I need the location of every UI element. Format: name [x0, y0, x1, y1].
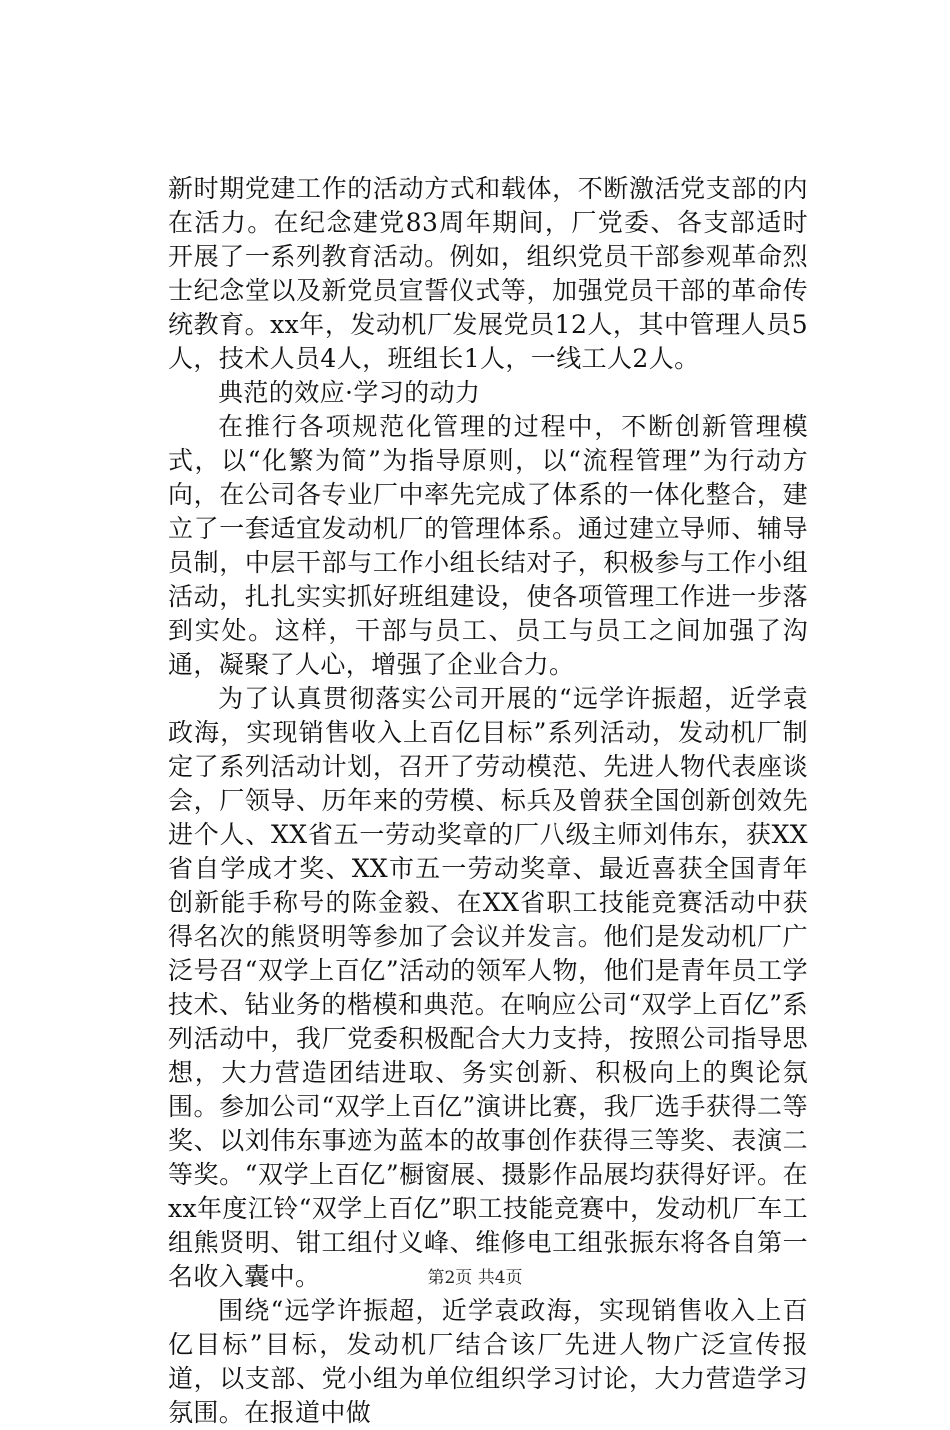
- paragraph-party-activities: 新时期党建工作的活动方式和载体，不断激活党支部的内在活力。在纪念建党83周年期间，厂党委、各支部适时开展了一系列教育活动。例如，组织党员干部参观革命烈士纪念堂以及新党员宣誓仪式等，加强党员干部的革命传统教育。xx年，发动机厂发展党员12人，其中管理人员5人，技术人员4人，班组长1人，一线工人2人。: [168, 174, 808, 373]
- section-heading: 典范的效应·学习的动力: [218, 378, 481, 407]
- document-body: [168, 172, 808, 1430]
- page-number-footer: 第2页 共4页: [427, 1268, 523, 1288]
- paragraph-management-system: 在推行各项规范化管理的过程中，不断创新管理模式，以“化繁为简”为指导原则，以“流程管理”为行动方向，在公司各专业厂中率先完成了体系的一体化整合，建立了一套适宜发动机厂的管理体系。通过建立导师、辅导员制，中层干部与工作小组长结对子，积极参与工作小组活动，扎扎实实抓好班组建设，使各项管理工作进一步落到实处。这样，干部与员工、员工与员工之间加强了沟通，凝聚了人心，增强了企业合力。: [168, 412, 808, 679]
- paragraph-double-learning-campaign: 为了认真贯彻落实公司开展的“远学许振超，近学袁政海，实现销售收入上百亿目标”系列活动，发动机厂制定了系列活动计划，召开了劳动模范、先进人物代表座谈会，厂领导、历年来的劳模、标兵及曾获全国创新创效先进个人、XX省五一劳动奖章的厂八级主师刘伟东，获XX省自学成才奖、XX市五一劳动奖章、最近喜获全国青年创新能手称号的陈金毅、在XX省职工技能竞赛活动中获得名次的熊贤明等参加了会议并发言。他们是发动机厂广泛号召“双学上百亿”活动的领军人物，他们是青年员工学技术、钻业务的楷模和典范。在响应公司“双学上百亿”系列活动中，我厂党委积极配合大力支持，按照公司指导思想，大力营造团结进取、务实创新、积极向上的舆论氛围。参加公司“双学上百亿”演讲比赛，我厂选手获得二等奖、以刘伟东事迹为蓝本的故事创作获得三等奖、表演二等奖。“双学上百亿”橱窗展、摄影作品展均获得好评。在xx年度江铃“双学上百亿”职工技能竞赛中，发动机厂车工组熊贤明、钳工组付义峰、维修电工组张振东将各自第一名收入囊中。: [168, 684, 808, 1291]
- paragraph-publicity: 围绕“远学许振超，近学袁政海，实现销售收入上百亿目标”目标，发动机厂结合该厂先进人物广泛宣传报道，以支部、党小组为单位组织学习讨论，大力营造学习氛围。在报道中做: [168, 1296, 808, 1427]
